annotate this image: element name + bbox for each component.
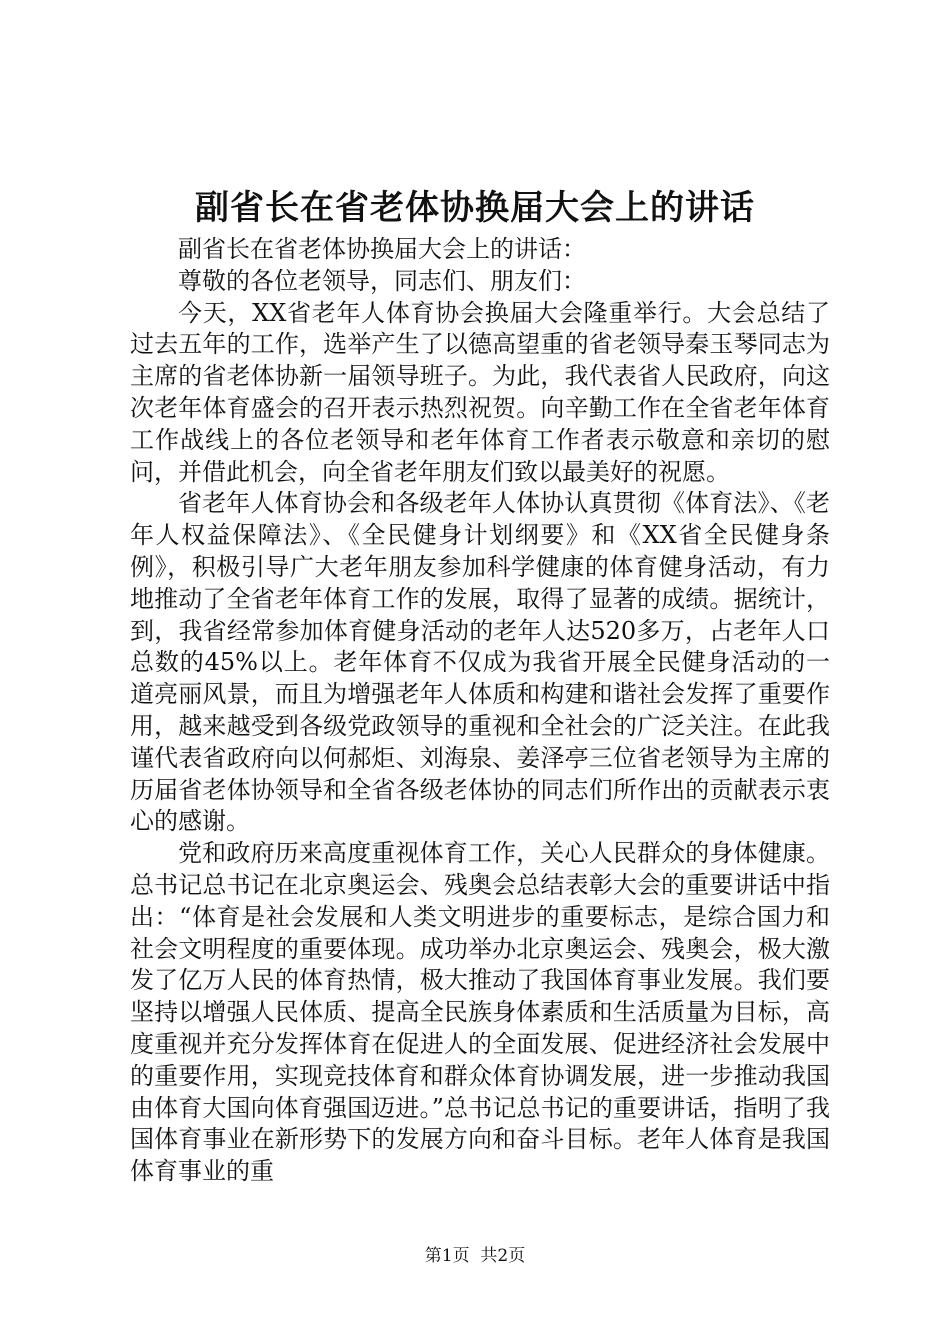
- paragraph-salutation: 尊敬的各位老领导，同志们、朋友们：: [178, 266, 586, 295]
- document-title: 副省长在省老体协换届大会上的讲话: [195, 188, 755, 228]
- paragraph-achievements: 省老年人体育协会和各级老年人体协认真贯彻《体育法》、《老年人权益保障法》、《全民健身计划纲要》和《XX省全民健身条例》，积极引导广大老年朋友参加科学健康的体育健身活动，有力地推动了全省老年体育工作的发展，取得了显著的成绩。据统计，到，我省经常参加体育健身活动的老年人达520多万，占老年人口总数的45%以上。老年体育不仅成为我省开展全民健身活动的一道亮丽风景，而且为增强老年人体质和构建和谐社会发挥了重要作用，越来越受到各级党政领导的重视和全社会的广泛关注。在此我谨代表省政府向以何郝炬、刘海泉、姜泽亭三位省老领导为主席的历届省老体协领导和全省各级老体协的同志们所作出的贡献表示衷心的感谢。: [130, 489, 830, 836]
- page-number-footer: 第1页 共2页: [424, 1246, 526, 1266]
- paragraph-heading-repeat: 副省长在省老体协换届大会上的讲话：: [178, 235, 586, 263]
- paragraph-policy: 党和政府历来高度重视体育工作，关心人民群众的身体健康。总书记总书记在北京奥运会、残奥会总结表彰大会的重要讲话中指出：“体育是社会发展和人类文明进步的重要标志，是综合国力和社会文明程度的重要体现。成功举办北京奥运会、残奥会，极大激发了亿万人民的体育热情，极大推动了我国体育事业发展。我们要坚持以增强人民体质、提高全民族身体素质和生活质量为目标，高度重视并充分发挥体育在促进人的全面发展、促进经济社会发展中的重要作用，实现竞技体育和群众体育协调发展，进一步推动我国由体育大国向体育强国迈进。”总书记总书记的重要讲话，指明了我国体育事业在新形势下的发展方向和奋斗目标。老年人体育是我国体育事业的重: [130, 839, 830, 1186]
- document-body: [130, 234, 830, 1188]
- paragraph-opening: 今天，XX省老年人体育协会换届大会隆重举行。大会总结了过去五年的工作，选举产生了以德高望重的省老领导秦玉琴同志为主席的省老体协新一届领导班子。为此，我代表省人民政府，向这次老年体育盛会的召开表示热烈祝贺。向辛勤工作在全省老年体育工作战线上的各位老领导和老年体育工作者表示敬意和亲切的慰问，并借此机会，向全省老年朋友们致以最美好的祝愿。: [130, 298, 830, 486]
